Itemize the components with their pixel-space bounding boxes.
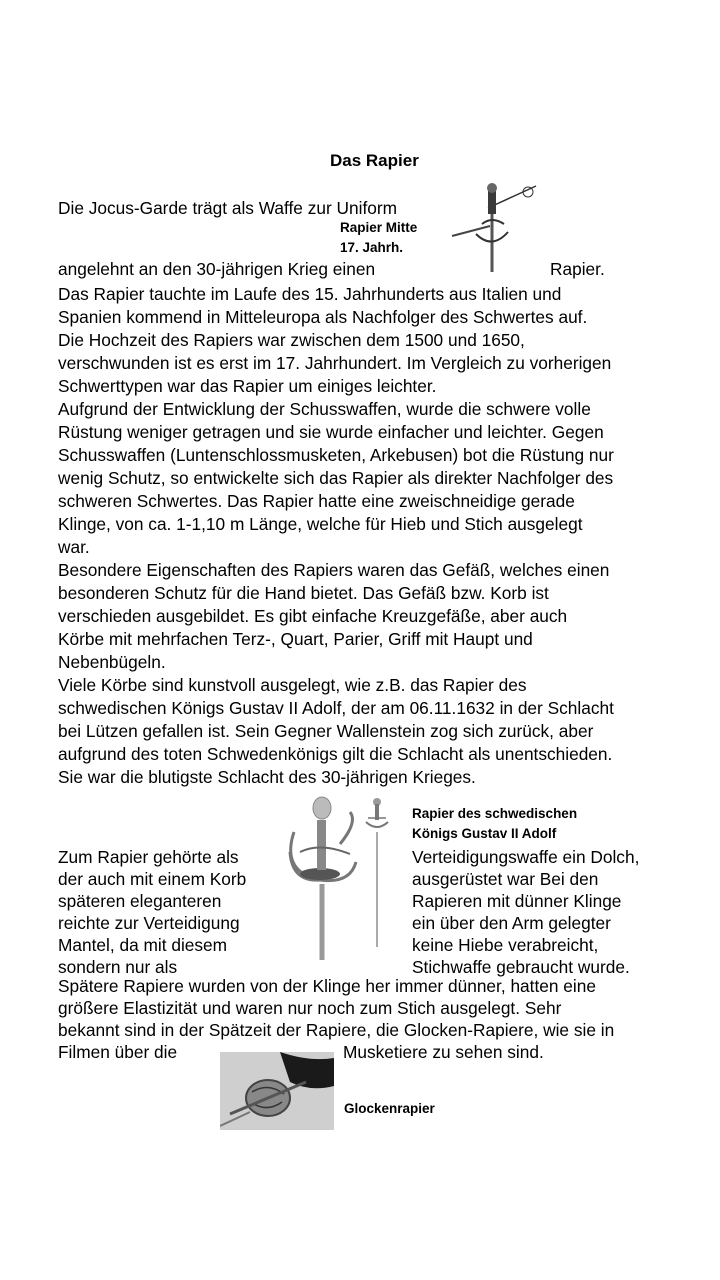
split-line-left: der auch mit einem Korb — [58, 869, 247, 889]
body-line: bei Lützen gefallen ist. Sein Gegner Wallenstein zog sich zurück, aber — [58, 721, 594, 741]
body-line: Spanien kommend in Mitteleuropa als Nachfolger des Schwertes auf. — [58, 307, 588, 327]
split-line-right: Rapieren mit dünner Klinge — [412, 891, 622, 911]
split-line-left: Zum Rapier gehörte als — [58, 847, 239, 867]
split-line-left: reichte zur Verteidigung — [58, 913, 240, 933]
late-text — [58, 975, 673, 1041]
body-line: war. — [58, 537, 90, 557]
body-line: Aufgrund der Entwicklung der Schusswaffen, wurde die schwere volle — [58, 399, 591, 419]
body-line: Die Hochzeit des Rapiers war zwischen dem 1500 und 1650, — [58, 330, 525, 350]
body-line: Körbe mit mehrfachen Terz-, Quart, Parier, Griff mit Haupt und — [58, 629, 533, 649]
split-line-right: ausgerüstet war Bei den — [412, 869, 599, 889]
body-line: Schwerttypen war das Rapier um einiges leichter. — [58, 376, 437, 396]
body-text — [58, 283, 673, 789]
split-line-right: Verteidigungswaffe ein Dolch, — [412, 847, 640, 867]
final-line-right: Musketiere zu sehen sind. — [343, 1042, 544, 1062]
body-line: Besondere Eigenschaften des Rapiers waren das Gefäß, welches einen — [58, 560, 610, 580]
gustav-caption-line-2: Königs Gustav II Adolf — [412, 826, 557, 841]
split-line-right: ein über den Arm gelegter — [412, 913, 611, 933]
body-line: besonderen Schutz für die Hand bietet. Das Gefäß bzw. Korb ist — [58, 583, 549, 603]
body-line: aufgrund des toten Schwedenkönigs gilt die Schlacht als unentschieden. — [58, 744, 613, 764]
body-line: verschieden ausgebildet. Es gibt einfache Kreuzgefäße, aber auch — [58, 606, 568, 626]
final-line-left: Filmen über die — [58, 1042, 178, 1062]
gustav-adolf-rapier-image — [280, 792, 405, 962]
body-line: schweren Schwertes. Das Rapier hatte eine zweischneidige gerade — [58, 491, 575, 511]
body-line: Rüstung weniger getragen und sie wurde einfacher und leichter. Gegen — [58, 422, 604, 442]
split-line-right: Stichwaffe gebraucht wurde. — [412, 957, 630, 977]
body-line: verschwunden ist es erst im 17. Jahrhundert. Im Vergleich zu vorherigen — [58, 353, 612, 373]
body-line: Viele Körbe sind kunstvoll ausgelegt, wie z.B. das Rapier des — [58, 675, 527, 695]
late-line: bekannt sind in der Spätzeit der Rapiere, die Glocken-Rapiere, wie sie in — [58, 1020, 615, 1040]
body-line: Das Rapier tauchte im Laufe des 15. Jahrhunderts aus Italien und — [58, 284, 562, 304]
late-line: Spätere Rapiere wurden von der Klinge her immer dünner, hatten eine — [58, 976, 596, 996]
glockenrapier-image — [220, 1052, 334, 1130]
rapier-caption-line-1: Rapier Mitte — [340, 220, 418, 235]
intro-line-2-right: Rapier. — [550, 259, 605, 279]
body-line: wenig Schutz, so entwickelte sich das Rapier als direkter Nachfolger des — [58, 468, 614, 488]
split-line-left: späteren eleganteren — [58, 891, 222, 911]
split-line-left: Mantel, da mit diesem — [58, 935, 228, 955]
late-line: größere Elastizität und waren nur noch zum Stich ausgelegt. Sehr — [58, 998, 562, 1018]
body-line: Schusswaffen (Luntenschlossmusketen, Arkebusen) bot die Rüstung nur — [58, 445, 614, 465]
body-line: schwedischen Königs Gustav II Adolf, der am 06.11.1632 in der Schlacht — [58, 698, 614, 718]
intro-line-1: Die Jocus-Garde trägt als Waffe zur Uniform — [58, 198, 398, 218]
split-line-right: keine Hiebe verabreicht, — [412, 935, 599, 955]
rapier-caption-line-2: 17. Jahrh. — [340, 240, 404, 255]
page-title: Das Rapier — [330, 151, 419, 170]
rapier-17th-century-image — [446, 180, 542, 274]
body-line: Klinge, von ca. 1-1,10 m Länge, welche für Hieb und Stich ausgelegt — [58, 514, 583, 534]
body-line: Sie war die blutigste Schlacht des 30-jährigen Krieges. — [58, 767, 476, 787]
split-line-left: sondern nur als — [58, 957, 178, 977]
glockenrapier-caption: Glockenrapier — [344, 1101, 435, 1116]
body-line: Nebenbügeln. — [58, 652, 166, 672]
gustav-caption-line-1: Rapier des schwedischen — [412, 806, 578, 821]
intro-line-2-left: angelehnt an den 30-jährigen Krieg einen — [58, 259, 376, 279]
